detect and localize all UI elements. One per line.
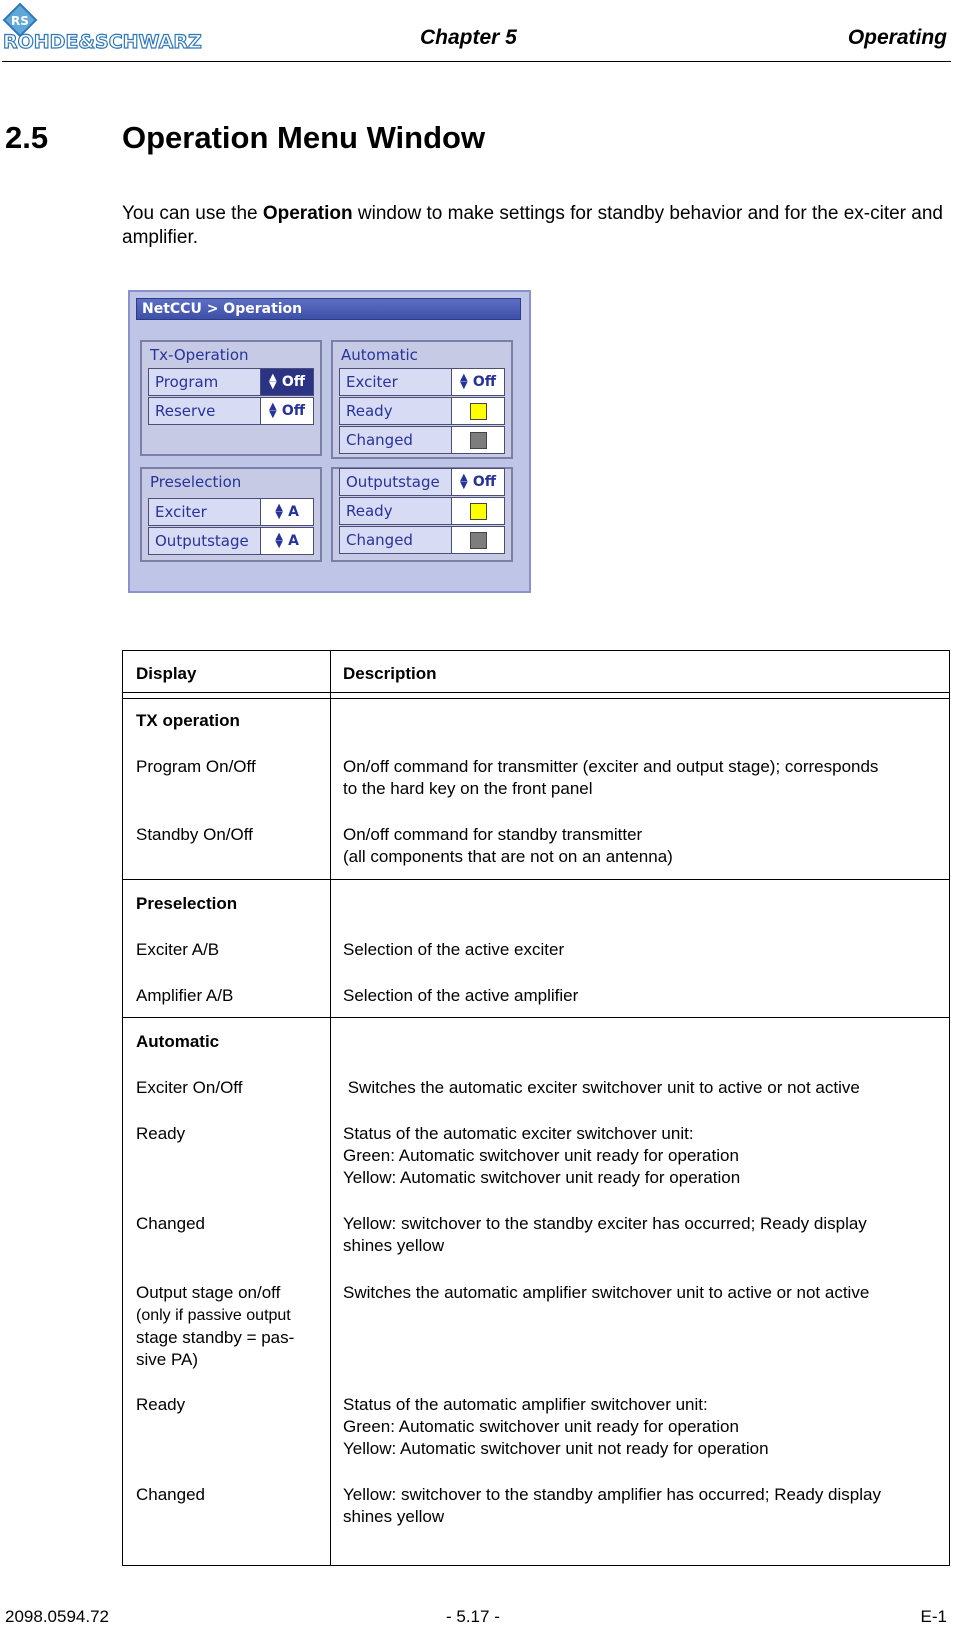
table-row-desc: Switches the automatic exciter switchover unit to active or not active — [343, 1078, 860, 1097]
row-exciter[interactable]: Exciter ▲ ▼ Off — [339, 368, 505, 396]
spinner-arrows-icon: ▲ ▼ — [275, 531, 283, 550]
table-row-label: Standby On/Off — [136, 825, 253, 844]
group-title: Automatic — [341, 346, 418, 364]
group-automatic-outputstage — [331, 467, 513, 562]
table-row-label: Changed — [136, 1485, 206, 1504]
table-row-desc: Yellow: switchover to the standby amplifier has occurred; Ready display shines yellow — [343, 1485, 881, 1526]
section-title: Operation Menu Window — [122, 120, 486, 155]
reserve-spinner[interactable]: ▲ ▼ Off — [260, 398, 313, 424]
program-spinner[interactable]: ▲ ▼ Off — [260, 369, 313, 395]
table-header-display: Display — [136, 664, 197, 683]
row-outputstage[interactable]: Outputstage ▲ ▼ Off — [339, 468, 505, 496]
column-divider — [330, 651, 331, 1565]
outputstage-spinner[interactable]: ▲ ▼ Off — [451, 469, 504, 495]
table-row-label: Changed — [136, 1214, 206, 1233]
footer-edition: E-1 — [920, 1607, 947, 1626]
intro-paragraph: You can use the Operation window to make settings for standby behavior and for the ex-citer and amplifier. — [122, 203, 943, 248]
section-number: 2.5 — [5, 120, 49, 155]
preselection-heading: Preselection — [136, 894, 238, 913]
row-exciter-preselect[interactable]: Exciter ▲ ▼ A — [148, 498, 314, 526]
changed-indicator-icon — [470, 532, 487, 549]
description-table — [122, 650, 950, 1566]
table-row-desc: On/off command for standby transmitter (all components that are not on an antenna) — [343, 825, 673, 866]
table-row-desc: Selection of the active exciter — [343, 940, 565, 959]
row-changed-outputstage: Changed — [339, 526, 505, 554]
table-row-label: Amplifier A/B — [136, 986, 234, 1005]
ready-indicator-icon — [470, 503, 487, 520]
header-chapter: Chapter 5 — [420, 26, 517, 49]
spinner-arrows-icon: ▲ ▼ — [269, 372, 277, 391]
rohde-schwarz-logo — [2, 2, 232, 52]
table-row-label: Ready — [136, 1395, 186, 1414]
table-row-desc: Selection of the active amplifier — [343, 986, 579, 1005]
spinner-arrows-icon: ▲ ▼ — [269, 401, 277, 420]
header-section: Operating — [847, 26, 947, 49]
row-program[interactable]: Program ▲ ▼ Off — [148, 368, 314, 396]
automatic-heading: Automatic — [136, 1032, 220, 1051]
group-title: Tx-Operation — [150, 346, 249, 364]
row-reserve[interactable]: Reserve ▲ ▼ Off — [148, 397, 314, 425]
intro-bold-operation: Operation — [262, 203, 353, 224]
group-automatic — [331, 340, 513, 459]
window-title-bar: NetCCU > Operation — [136, 298, 521, 320]
group-title: Preselection — [150, 473, 242, 491]
exciter-preselect-spinner[interactable]: ▲ ▼ A — [260, 499, 313, 525]
changed-indicator-icon — [470, 432, 487, 449]
table-row-desc: Status of the automatic exciter switchover unit: Green: Automatic switchover unit ready for operation Yellow: Automatic switchover unit ready for operation — [343, 1124, 741, 1187]
tx-operation-heading: TX operation — [136, 711, 240, 730]
footer-page-number: - 5.17 - — [446, 1607, 500, 1626]
table-header-description: Description — [343, 664, 437, 683]
footer-doc-number: 2098.0594.72 — [5, 1607, 109, 1626]
spinner-arrows-icon: ▲ ▼ — [460, 472, 468, 491]
spinner-arrows-icon: ▲ ▼ — [460, 372, 468, 391]
group-preselection — [140, 467, 322, 562]
table-row-label: Exciter On/Off — [136, 1078, 243, 1097]
outputstage-preselect-spinner[interactable]: ▲ ▼ A — [260, 528, 313, 554]
header-divider — [2, 61, 951, 62]
operation-window-screenshot — [128, 290, 531, 593]
group-tx-operation — [140, 340, 322, 456]
table-row-label: Exciter A/B — [136, 940, 220, 959]
logo-mark: RS — [11, 14, 29, 28]
table-row-desc: Yellow: switchover to the standby exciter has occurred; Ready display shines yellow — [343, 1214, 867, 1255]
row-changed: Changed — [339, 426, 505, 454]
table-row-desc: Status of the automatic amplifier switchover unit: Green: Automatic switchover unit ready for operation Yellow: Automatic switchover unit not ready for operation — [343, 1395, 769, 1458]
ready-indicator-icon — [470, 403, 487, 420]
table-row-label: Ready — [136, 1124, 186, 1143]
row-ready: Ready — [339, 397, 505, 425]
logo-text: ROHDE&SCHWARZ — [3, 31, 202, 52]
row-ready-outputstage: Ready — [339, 497, 505, 525]
row-outputstage-preselect[interactable]: Outputstage ▲ ▼ A — [148, 527, 314, 555]
spinner-arrows-icon: ▲ ▼ — [275, 502, 283, 521]
table-row-desc: Switches the automatic amplifier switchover unit to active or not active — [343, 1283, 870, 1302]
table-row-desc: On/off command for transmitter (exciter and output stage); corresponds to the hard key on the front panel — [343, 757, 879, 798]
exciter-spinner[interactable]: ▲ ▼ Off — [451, 369, 504, 395]
table-row-label: Output stage on/off (only if passive output stage standby = pas- sive PA) — [136, 1283, 295, 1369]
table-row-label: Program On/Off — [136, 757, 256, 776]
